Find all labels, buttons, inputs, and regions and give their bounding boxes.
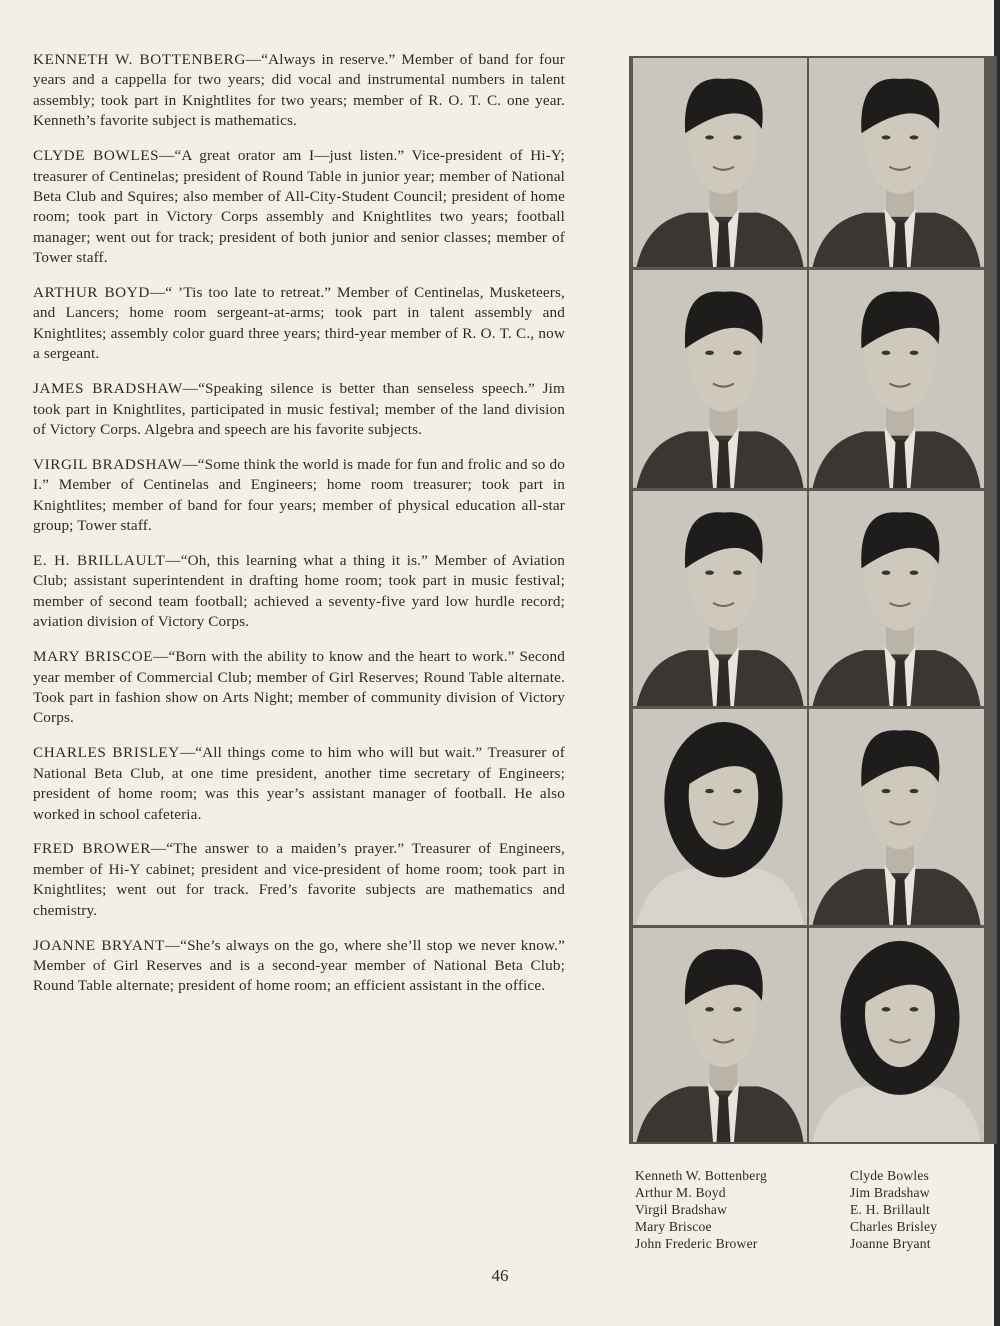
portrait-photo [809, 491, 984, 706]
biography-text: —“Oh, this learning what a thing it is.” Member of Aviation Club; assistant superintendent in drafting home room; took part in music festival; member of second team football; achieved a seventy-five yard low hurdle record; aviation division of Victory Corps. [33, 552, 565, 631]
portrait-photo [633, 928, 807, 1142]
portrait-photo [809, 709, 984, 925]
biography-entry [33, 839, 565, 921]
biography-text: —“Born with the ability to know and the heart to work.” Second year member of Commercial Club; member of Girl Reserves; Round Table alternate. Took part in fashion show on Arts Night; member of community division of Victory Corps. [33, 648, 565, 727]
portrait-grid [629, 56, 997, 1144]
portrait-image [633, 58, 807, 267]
portrait-image [633, 928, 807, 1142]
portrait-caption: John Frederic Brower [635, 1236, 758, 1251]
student-name: MARY BRISCOE [33, 648, 154, 666]
student-name: KENNETH W. BOTTENBERG [33, 51, 246, 68]
biography-column [33, 50, 565, 1011]
student-name: JAMES BRADSHAW [33, 380, 183, 398]
student-name: CHARLES BRISLEY [33, 744, 180, 762]
portrait-caption: Jim Bradshaw [850, 1185, 930, 1200]
student-name: CLYDE BOWLES [33, 147, 160, 165]
portrait-caption: Mary Briscoe [635, 1219, 712, 1234]
portrait-photo [633, 709, 807, 925]
portrait-photo [633, 491, 807, 706]
portrait-image [809, 58, 984, 267]
student-name: ARTHUR BOYD [33, 284, 150, 302]
page-number: 46 [491, 1266, 509, 1285]
portrait-caption: Kenneth W. Bottenberg [635, 1168, 767, 1183]
biography-entry [33, 936, 565, 997]
portrait-caption: E. H. Brillault [850, 1202, 931, 1217]
portrait-image [633, 709, 807, 925]
portrait-caption: Joanne Bryant [850, 1236, 931, 1251]
student-name: FRED BROWER [33, 840, 151, 858]
portrait-image [809, 709, 984, 925]
student-name: E. H. BRILLAULT [33, 552, 166, 570]
portrait-photo [633, 270, 807, 488]
biography-entry [33, 551, 565, 633]
portrait-caption: Clyde Bowles [850, 1168, 930, 1183]
biography-text: —“All things come to him who will but wait.” Treasurer of National Beta Club, at one time president, another time secretary of Engineers; president of home room; was this year’s assistant manager of football. He also worked in school cafeteria. [33, 744, 565, 823]
biography-entry [33, 379, 565, 440]
biography-entry [33, 455, 565, 537]
biography-text: —“Some think the world is made for fun and frolic and so do I.” Member of Centinelas and Engineers; home room treasurer; took part in Knightlites; member of band for four years; member of physical education all-star group; Tower staff. [33, 455, 565, 535]
portrait-image [809, 270, 984, 488]
biography-entry [33, 283, 565, 365]
biography-text: —“Always in reserve.” Member of band for four years and a cappella for two years; did vocal and instrumental numbers in talent assembly; took part in Knightlites for two years; member of R. O. T. C. one year. Kenneth’s favorite subject is mathematics. [33, 51, 565, 130]
portrait-caption: Charles Brisley [850, 1219, 938, 1234]
biography-text: —“She’s always on the go, where she’ll stop we never know.” Member of Girl Reserves and is a second-year member of National Beta Club; Round Table alternate; president of home room; an efficient assistant in the office. [33, 936, 565, 995]
biography-text: —“A great orator am I—just listen.” Vice-president of Hi-Y; treasurer of Centinelas; president of Round Table in junior year; member of National Beta Club and Squires; also member of All-City-Student Council; president of home room; took part in Victory Corps assembly and Knightlites two years; football manager; went out for track; president of both junior and senior classes; member of Tower staff. [33, 147, 565, 267]
biography-entry [33, 50, 565, 132]
portrait-caption: Arthur M. Boyd [635, 1185, 726, 1200]
caption-column-right [850, 1167, 937, 1252]
student-name: VIRGIL BRADSHAW [33, 455, 183, 473]
biography-text: —“ ’Tis too late to retreat.” Member of Centinelas, Musketeers, and Lancers; home room sergeant-at-arms; took part in talent assembly and Knightlites; assembly color guard three years; third-year member of R. O. T. C., now a sergeant. [33, 284, 565, 363]
biography-entry [33, 647, 565, 729]
biography-entry [33, 146, 565, 268]
portrait-photo [809, 58, 984, 267]
biography-text: —“The answer to a maiden’s prayer.” Treasurer of Engineers, member of Hi-Y cabinet; president and vice-president of home room; took part in Knightlites; went out for track. Fred’s favorite subjects are mathematics and chemistry. [33, 840, 565, 919]
caption-column-left [635, 1167, 767, 1252]
biography-text: —“Speaking silence is better than senseless speech.” Jim took part in Knightlites, participated in music festival; member of the land division of Victory Corps. Algebra and speech are his favorite subjects. [33, 380, 565, 438]
portrait-caption: Virgil Bradshaw [635, 1202, 728, 1217]
portrait-image [633, 491, 807, 706]
portrait-photo [809, 270, 984, 488]
portrait-image [809, 928, 984, 1142]
portrait-photo [633, 58, 807, 267]
portrait-photo [809, 928, 984, 1142]
portrait-image [633, 270, 807, 488]
student-name: JOANNE BRYANT [33, 936, 165, 954]
biography-entry [33, 743, 565, 825]
portrait-image [809, 491, 984, 706]
